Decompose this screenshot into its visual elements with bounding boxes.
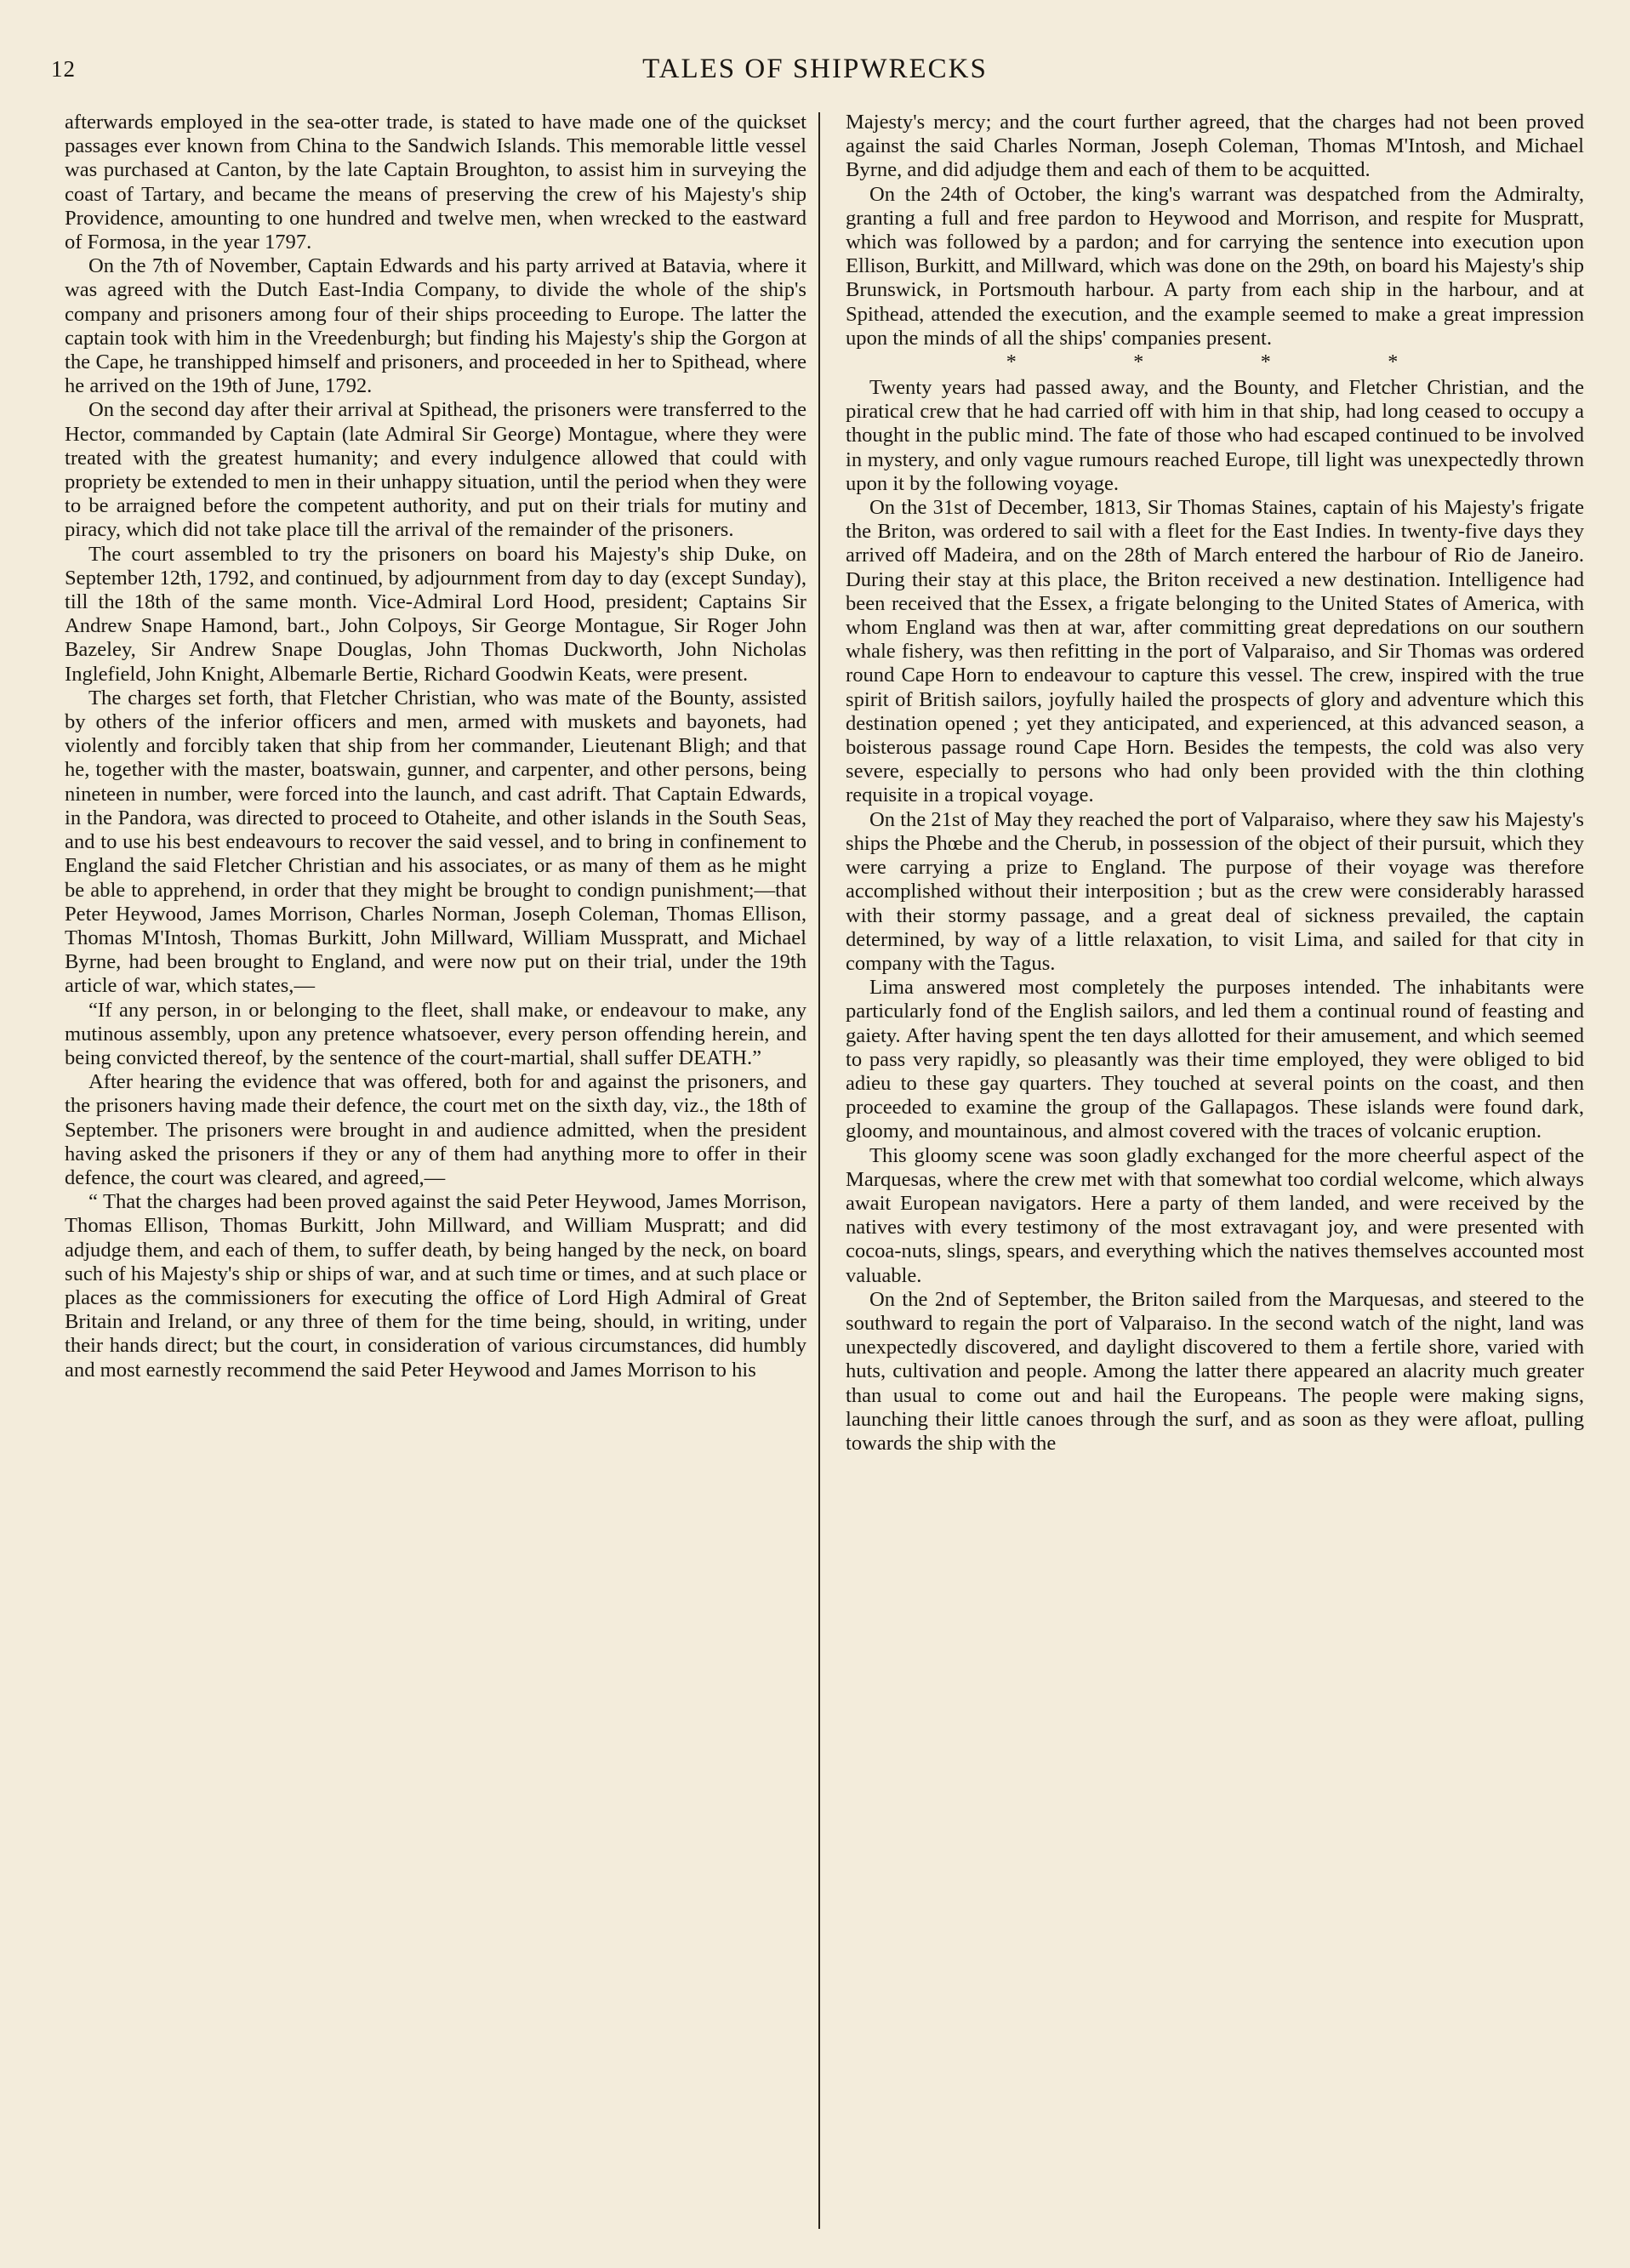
paragraph: Majesty's mercy; and the court further agreed, that the charges had not been proved against the said Charles Norman, Joseph Coleman, Thomas M'Intosh, and Michael Byrne, and did adjudge them and each of them to be acquitted. <box>846 111 1584 182</box>
paragraph: afterwards employed in the sea-otter trade, is stated to have made one of the quickset passages ever known from China to the Sandwich Islands. This memorable little vessel was purchased at Canton, by the late Captain Broughton, to assist him in surveying the coast of Tartary, and became the means of preserving the crew of his Majesty's ship Providence, amounting to one hundred and twelve men, when wrecked to the eastward of Formosa, in the year 1797. <box>65 111 806 254</box>
paragraph: The charges set forth, that Fletcher Christian, who was mate of the Bounty, assisted by others of the inferior officers and men, armed with muskets and bayonets, had violently and forcibly taken that ship from her commander, Lieutenant Bligh; and that he, together with the master, boatswain, gunner, and carpenter, and other persons, being nineteen in number, were forced into the launch, and cast adrift. That Captain Edwards, in the Pandora, was directed to proceed to Otaheite, and other islands in the South Seas, and to use his best endeavours to recover the said vessel, and to bring in confinement to England the said Fletcher Christian and his associates, or as many of them as he might be able to apprehend, in order that they might be brought to condign punishment;—that Peter Heywood, James Morrison, Charles Norman, Joseph Coleman, Thomas Ellison, Thomas M'Intosh, Thomas Burkitt, John Millward, William Musspratt, and Michael Byrne, had been brought to England, and were now put on their trial, under the 19th article of war, which states,— <box>65 686 806 998</box>
page-number: 12 <box>51 55 76 82</box>
paragraph: On the 7th of November, Captain Edwards and his party arrived at Batavia, where it was agreed with the Dutch East-India Company, to divide the whole of the ship's company and prisoners among four of their ships proceeding to Europe. The latter the captain took with him in the Vreedenburgh; but finding his Majesty's ship the Gorgon at the Cape, he transhipped himself and prisoners, and proceeded in her to Spithead, where he arrived on the 19th of June, 1792. <box>65 254 806 398</box>
paragraph: Lima answered most completely the purposes intended. The inhabitants were particularly fond of the English sailors, and led them a continual round of feasting and gaiety. After having spent the ten days allotted for their amusement, and which seemed to pass very rapidly, so pleasantly was their time employed, they were obliged to bid adieu to these gay quarters. They touched at several points on the coast, and then proceeded to examine the group of the Gallapagos. These islands were found dark, gloomy, and mountainous, and almost covered with the traces of volcanic eruption. <box>846 976 1584 1143</box>
asterisk: * <box>1388 351 1399 374</box>
paragraph: After hearing the evidence that was offered, both for and against the prisoners, and the prisoners having made their defence, the court met on the sixth day, viz., the 18th of September. The prisoners were brought in and audience admitted, when the president having asked the prisoners if they or any of them had anything more to offer in their defence, the court was cleared, and agreed,— <box>65 1070 806 1189</box>
quoted-verdict: “ That the charges had been proved against the said Peter Heywood, James Morrison, Thomas Ellison, Thomas Burkitt, John Millward, and William Muspratt; and did adjudge them, and each of them, to suffer death, by being hanged by the neck, on board such of his Majesty's ship or ships of war, and at such time or times, and at such place or places as the commissioners for executing the office of Lord High Admiral of Great Britain and Ireland, or any three of them for the time being, should, in writing, under their hands direct; but the court, in consideration of various circumstances, did humbly and most earnestly recommend the said Peter Heywood and James Morrison to his <box>65 1190 806 1382</box>
column-divider <box>818 112 820 2229</box>
asterisk: * <box>1260 351 1271 374</box>
left-column <box>65 111 818 2229</box>
asterisk: * <box>1133 351 1144 374</box>
running-title: TALES OF SHIPWRECKS <box>642 53 988 84</box>
quoted-article: “If any person, in or belonging to the fleet, shall make, or endeavour to make, any mutinous assembly, upon any pretence whatsoever, every person offending herein, and being convicted thereof, by the sentence of the court-martial, shall suffer DEATH.” <box>65 998 806 1069</box>
right-column <box>830 111 1584 2229</box>
paragraph: On the 31st of December, 1813, Sir Thomas Staines, captain of his Majesty's frigate the Briton, was ordered to sail with a fleet for the East Indies. In twenty-five days they arrived off Madeira, and on the 28th of March entered the harbour of Rio de Janeiro. During their stay at this place, the Briton received a new destination. Intelligence had been received that the Essex, a frigate belonging to the United States of America, with whom England was then at war, after committing great depredations on our southern whale fishery, was then refitting in the port of Valparaiso, and Sir Thomas was ordered round Cape Horn to endeavour to capture this vessel. The crew, inspired with the true spirit of British sailors, joyfully hailed the prospects of glory and adventure which this destination opened ; yet they anticipated, and experienced, at this advanced season, a boisterous passage round Cape Horn. Besides the tempests, the cold was also very severe, especially to persons who had only been provided with the thin clothing requisite in a tropical voyage. <box>846 496 1584 807</box>
section-break <box>846 350 1584 376</box>
paragraph: On the 21st of May they reached the port of Valparaiso, where they saw his Majesty's ships the Phœbe and the Cherub, in possession of the object of their pursuit, which they were carrying a prize to England. The purpose of their voyage was therefore accomplished without their interposition ; but as the crew were considerably harassed with their stormy passage, and a great deal of sickness prevailed, the captain determined, by way of a little relaxation, to visit Lima, and sailed for that city in company with the Tagus. <box>846 807 1584 975</box>
paragraph: On the second day after their arrival at Spithead, the prisoners were transferred to the Hector, commanded by Captain (late Admiral Sir George) Montague, where they were treated with the greatest humanity; and every indulgence allowed that could with propriety be extended to men in their unhappy situation, until the period when they were to be arraigned before the competent authority, and put on their trials for mutiny and piracy, which did not take place till the arrival of the remainder of the prisoners. <box>65 398 806 542</box>
paragraph: This gloomy scene was soon gladly exchanged for the more cheerful aspect of the Marquesas, where the crew met with that somewhat too cordial welcome, which always await European navigators. Here a party of them landed, and were received by the natives with every testimony of the most extravagant joy, and were presented with cocoa-nuts, slings, spears, and everything which the natives themselves accounted most valuable. <box>846 1143 1584 1287</box>
paragraph: On the 2nd of September, the Briton sailed from the Marquesas, and steered to the southward to regain the port of Valparaiso. In the second watch of the night, land was unexpectedly discovered, and daylight discovered to them a fertile shore, varied with huts, cultivation and people. Among the latter there appeared an alacrity much greater than usual to come out and hail the Europeans. The people were making signs, launching their little canoes through the surf, and as soon as they were afloat, pulling towards the ship with the <box>846 1287 1584 1455</box>
text-columns <box>65 111 1596 2229</box>
page-header <box>51 48 1579 90</box>
paragraph: Twenty years had passed away, and the Bounty, and Fletcher Christian, and the piratical crew that he had carried off with him in that ship, had long ceased to occupy a thought in the public mind. The fate of those who had escaped continued to be involved in mystery, and only vague rumours reached Europe, till light was unexpectedly thrown upon it by the following voyage. <box>846 376 1584 495</box>
paragraph: On the 24th of October, the king's warrant was despatched from the Admiralty, granting a full and free pardon to Heywood and Morrison, and respite for Muspratt, which was followed by a pardon; and for carrying the sentence into execution upon Ellison, Burkitt, and Millward, which was done on the 29th, on board his Majesty's ship Brunswick, in Portsmouth harbour. A party from each ship in the harbour, and at Spithead, attended the execution, and the example seemed to make a great impression upon the minds of all the ships' companies present. <box>846 182 1584 350</box>
asterisk: * <box>1006 351 1017 374</box>
paragraph: The court assembled to try the prisoners on board his Majesty's ship Duke, on September 12th, 1792, and continued, by adjournment from day to day (except Sunday), till the 18th of the same month. Vice-Admiral Lord Hood, president; Captains Sir Andrew Snape Hamond, bart., John Colpoys, Sir George Montague, Sir Roger John Bazeley, Sir Andrew Snape Douglas, John Thomas Duckworth, John Nicholas Inglefield, John Knight, Albemarle Bertie, Richard Goodwin Keats, were present. <box>65 542 806 686</box>
